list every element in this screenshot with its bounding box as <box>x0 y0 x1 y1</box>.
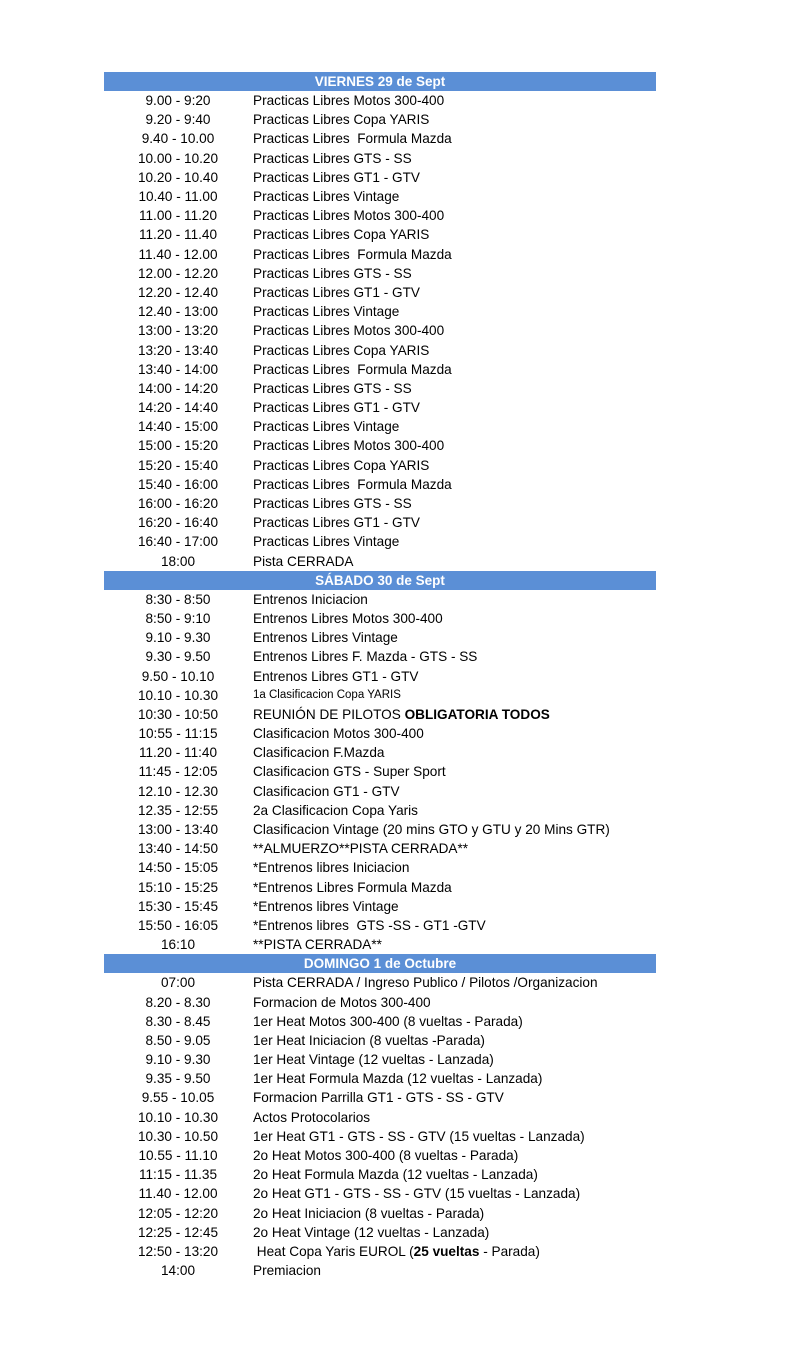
time-slot: 12.10 - 12.30 <box>137 783 219 799</box>
event-text: Clasificacion Vintage (20 mins GTO y GTU y 20 Mins GTR) <box>253 822 610 838</box>
event-description <box>252 496 412 511</box>
event-description <box>252 899 399 914</box>
event-description <box>252 362 452 377</box>
time-slot: 8.20 - 8.30 <box>145 994 211 1010</box>
event-text: Entrenos Iniciacion <box>253 591 368 607</box>
event-text: Clasificacion F.Mazda <box>253 745 385 761</box>
schedule-row <box>104 1108 656 1127</box>
schedule-row <box>104 916 656 935</box>
event-text: Pista CERRADA <box>253 553 354 569</box>
event-text: Heat Copa Yaris EUROL ( <box>253 1243 414 1259</box>
schedule-row <box>104 225 656 244</box>
schedule-row <box>104 321 656 340</box>
event-text: Practicas Libres Vintage <box>253 534 400 550</box>
time-slot: 9.10 - 9.30 <box>145 1052 211 1068</box>
event-text: *Entrenos libres Vintage <box>253 898 399 914</box>
schedule-row <box>104 436 656 455</box>
event-description <box>252 266 412 281</box>
event-text: Entrenos Libres Vintage <box>253 630 398 646</box>
time-slot: 13:00 - 13:20 <box>137 323 219 339</box>
schedule-row <box>104 705 656 724</box>
schedule-row <box>104 762 656 781</box>
event-description <box>252 323 444 338</box>
time-slot: 9.35 - 9.50 <box>145 1071 211 1087</box>
schedule-row <box>104 513 656 532</box>
schedule-row <box>104 245 656 264</box>
event-text: Practicas Libres GTS - SS <box>253 150 412 166</box>
event-text: 1er Heat Motos 300-400 (8 vueltas - Parada) <box>253 1013 523 1029</box>
time-slot: 14:00 <box>160 1263 196 1279</box>
schedule-row <box>104 283 656 302</box>
time-slot: 8:30 - 8:50 <box>145 591 211 607</box>
event-text: Practicas Libres Vintage <box>253 419 400 435</box>
schedule-row <box>104 187 656 206</box>
time-slot: 14:50 - 15:05 <box>137 860 219 876</box>
event-description <box>252 860 409 875</box>
day-header: VIERNES 29 de Sept <box>104 72 656 91</box>
event-text: 2o Heat Vintage (12 vueltas - Lanzada) <box>253 1224 490 1240</box>
event-text: **ALMUERZO**PISTA CERRADA** <box>253 841 469 857</box>
event-text: Practicas Libres Formula Mazda <box>253 246 452 262</box>
schedule-row <box>104 666 656 685</box>
event-text: Practicas Libres Formula Mazda <box>253 361 452 377</box>
event-description <box>252 1148 518 1163</box>
event-description <box>252 1244 540 1259</box>
event-text: Practicas Libres Copa YARIS <box>253 112 430 128</box>
day-header: DOMINGO 1 de Octubre <box>104 954 656 973</box>
event-text: Practicas Libres Vintage <box>253 304 400 320</box>
schedule-row <box>104 1069 656 1088</box>
event-description <box>252 189 399 204</box>
event-text: Pista CERRADA / Ingreso Publico / Pilotos /Organizacion <box>253 975 598 991</box>
schedule-row <box>104 1165 656 1184</box>
schedule-row <box>104 590 656 609</box>
event-description <box>252 764 446 779</box>
time-slot: 15:00 - 15:20 <box>137 438 219 454</box>
event-text: Practicas Libres GTS - SS <box>253 380 412 396</box>
event-text: Practicas Libres GT1 - GTV <box>253 284 420 300</box>
event-description <box>252 689 401 701</box>
time-slot: 9.55 - 10.05 <box>141 1090 215 1106</box>
time-slot: 10.20 - 10.40 <box>137 169 219 185</box>
time-slot: 8.50 - 9.05 <box>145 1032 211 1048</box>
event-description <box>252 611 443 626</box>
schedule-row <box>104 1261 656 1280</box>
event-text: Practicas Libres GT1 - GTV <box>253 400 420 416</box>
schedule-row <box>104 475 656 494</box>
event-description <box>252 649 477 664</box>
schedule-row <box>104 1012 656 1031</box>
event-text: 2o Heat Formula Mazda (12 vueltas - Lanzada) <box>253 1167 538 1183</box>
time-slot: 10.40 - 11.00 <box>138 189 218 205</box>
event-text: Practicas Libres Copa YARIS <box>253 342 430 358</box>
event-description <box>252 93 444 108</box>
schedule-row <box>104 820 656 839</box>
schedule-row <box>104 91 656 110</box>
event-text: Practicas Libres GT1 - GTV <box>253 515 420 531</box>
event-text: Entrenos Libres GT1 - GTV <box>253 668 419 684</box>
event-description <box>252 995 431 1010</box>
schedule-row <box>104 1223 656 1242</box>
time-slot: 11.20 - 11.40 <box>138 227 218 243</box>
event-description <box>252 343 429 358</box>
time-slot: 9.20 - 9:40 <box>145 112 211 128</box>
schedule-row <box>104 1184 656 1203</box>
event-text: 2o Heat Iniciacion (8 vueltas - Parada) <box>253 1205 485 1221</box>
schedule-row <box>104 1088 656 1107</box>
time-slot: 15:10 - 15:25 <box>137 879 219 895</box>
event-text: Clasificacion Motos 300-400 <box>253 726 424 742</box>
time-slot: 12:05 - 12:20 <box>137 1205 219 1221</box>
event-description <box>252 745 384 760</box>
event-description <box>252 438 444 453</box>
event-text: Practicas Libres Copa YARIS <box>253 227 430 243</box>
schedule-row <box>104 129 656 148</box>
event-text: REUNIÓN DE PILOTOS <box>253 706 405 722</box>
time-slot: 11.20 - 11:40 <box>138 745 218 761</box>
time-slot: 11:15 - 11.35 <box>138 1167 218 1183</box>
event-description <box>252 822 610 837</box>
time-slot: 10.10 - 10.30 <box>137 687 219 703</box>
time-slot: 12.20 - 12.40 <box>137 284 219 300</box>
schedule-row <box>104 743 656 762</box>
event-text: Practicas Libres Copa YARIS <box>253 457 430 473</box>
event-text: 1er Heat Formula Mazda (12 vueltas - Lanzada) <box>253 1071 543 1087</box>
event-description <box>252 1110 370 1125</box>
event-description <box>252 285 420 300</box>
event-description <box>252 1014 523 1029</box>
schedule-row <box>104 1242 656 1261</box>
event-description <box>252 170 420 185</box>
event-text: Clasificacion GTS - Super Sport <box>253 764 446 780</box>
time-slot: 12.40 - 13:00 <box>137 304 219 320</box>
schedule-row <box>104 782 656 801</box>
schedule-row <box>104 992 656 1011</box>
event-description <box>252 247 452 262</box>
event-description <box>252 208 444 223</box>
event-text: 2o Heat GT1 - GTS - SS - GTV (15 vueltas - Lanzada) <box>253 1186 581 1202</box>
schedule-row <box>104 417 656 436</box>
schedule-row <box>104 110 656 129</box>
event-text: *Entrenos libres GTS -SS - GT1 -GTV <box>253 917 486 933</box>
time-slot: 10:30 - 10:50 <box>137 706 219 722</box>
schedule-row <box>104 1031 656 1050</box>
schedule-row <box>104 935 656 954</box>
time-slot: 10.55 - 11.10 <box>138 1148 218 1164</box>
time-slot: 14:40 - 15:00 <box>137 419 219 435</box>
schedule-row <box>104 360 656 379</box>
event-text: **PISTA CERRADA** <box>253 937 382 953</box>
schedule-row <box>104 801 656 820</box>
time-slot: 9.00 - 9:20 <box>145 93 211 109</box>
race-schedule <box>104 72 656 1280</box>
time-slot: 12.35 - 12:55 <box>137 802 219 818</box>
time-slot: 07:00 <box>160 975 196 991</box>
event-description <box>252 131 452 146</box>
event-text: Practicas Libres Motos 300-400 <box>253 93 445 109</box>
time-slot: 11.40 - 12.00 <box>138 1186 218 1202</box>
time-slot: 15:50 - 16:05 <box>137 917 219 933</box>
event-text: Entrenos Libres Motos 300-400 <box>253 610 443 626</box>
event-description <box>252 1129 585 1144</box>
time-slot: 16:20 - 16:40 <box>137 515 219 531</box>
event-description <box>252 1033 485 1048</box>
event-description <box>252 784 400 799</box>
time-slot: 13:40 - 14:00 <box>137 361 219 377</box>
event-description <box>252 726 424 741</box>
event-text: 2a Clasificacion Copa Yaris <box>253 802 418 818</box>
time-slot: 13:40 - 14:50 <box>137 841 219 857</box>
time-slot: 9.30 - 9.50 <box>145 649 211 665</box>
event-description <box>252 918 486 933</box>
time-slot: 12:25 - 12:45 <box>137 1224 219 1240</box>
event-description <box>252 880 452 895</box>
schedule-row <box>104 897 656 916</box>
event-text: 1er Heat Iniciacion (8 vueltas -Parada) <box>253 1032 485 1048</box>
event-description <box>252 304 399 319</box>
schedule-row <box>104 1204 656 1223</box>
time-slot: 14:00 - 14:20 <box>137 380 219 396</box>
time-slot: 12:50 - 13:20 <box>137 1243 219 1259</box>
time-slot: 16:10 <box>160 937 196 953</box>
event-text: Formacion de Motos 300-400 <box>253 994 431 1010</box>
event-description <box>252 975 598 990</box>
event-text: 1er Heat Vintage (12 vueltas - Lanzada) <box>253 1052 494 1068</box>
schedule-row <box>104 206 656 225</box>
time-slot: 16:40 - 17:00 <box>137 534 219 550</box>
event-description <box>252 841 468 856</box>
event-text: Practicas Libres GTS - SS <box>253 265 412 281</box>
schedule-row <box>104 302 656 321</box>
time-slot: 9.10 - 9.30 <box>145 630 211 646</box>
event-emphasis: OBLIGATORIA TODOS <box>404 706 550 722</box>
event-description <box>252 1071 542 1086</box>
event-description <box>252 1090 504 1105</box>
event-text: Practicas Libres Formula Mazda <box>253 476 452 492</box>
schedule-row <box>104 149 656 168</box>
time-slot: 15:40 - 16:00 <box>137 476 219 492</box>
time-slot: 16:00 - 16:20 <box>137 496 219 512</box>
schedule-row <box>104 1127 656 1146</box>
schedule-row <box>104 858 656 877</box>
event-description <box>252 381 412 396</box>
time-slot: 15:20 - 15:40 <box>137 457 219 473</box>
event-text: 1er Heat GT1 - GTS - SS - GTV (15 vueltas - Lanzada) <box>253 1128 585 1144</box>
schedule-row <box>104 878 656 897</box>
event-description <box>252 400 420 415</box>
schedule-row <box>104 647 656 666</box>
schedule-row <box>104 379 656 398</box>
schedule-row <box>104 973 656 992</box>
event-description <box>252 669 418 684</box>
time-slot: 11.00 - 11.20 <box>138 208 218 224</box>
event-description <box>252 1206 484 1221</box>
time-slot: 15:30 - 15:45 <box>137 898 219 914</box>
time-slot: 10:55 - 11:15 <box>138 726 218 742</box>
event-description <box>252 227 429 242</box>
event-description <box>252 554 353 569</box>
event-description <box>252 515 420 530</box>
event-text: Practicas Libres Formula Mazda <box>253 131 452 147</box>
event-text: Entrenos Libres F. Mazda - GTS - SS <box>253 649 478 665</box>
time-slot: 10.00 - 10.20 <box>137 150 219 166</box>
time-slot: 8:50 - 9:10 <box>145 610 211 626</box>
schedule-row <box>104 628 656 647</box>
schedule-row <box>104 456 656 475</box>
time-slot: 13:00 - 13:40 <box>137 822 219 838</box>
time-slot: 10.10 - 10.30 <box>137 1109 219 1125</box>
time-slot: 9.50 - 10.10 <box>141 668 215 684</box>
day-header: SÁBADO 30 de Sept <box>104 571 656 590</box>
schedule-row <box>104 609 656 628</box>
event-description <box>252 151 412 166</box>
time-slot: 11.40 - 12.00 <box>138 246 218 262</box>
time-slot: 18:00 <box>160 553 196 569</box>
event-emphasis: 25 vueltas <box>413 1243 480 1259</box>
time-slot: 14:20 - 14:40 <box>137 400 219 416</box>
time-slot: 10.30 - 10.50 <box>137 1128 219 1144</box>
schedule-row <box>104 264 656 283</box>
schedule-row <box>104 839 656 858</box>
event-text-after: - Parada) <box>479 1243 540 1259</box>
time-slot: 9.40 - 10.00 <box>141 131 215 147</box>
schedule-row <box>104 168 656 187</box>
event-description <box>252 707 550 722</box>
event-text: Practicas Libres Motos 300-400 <box>253 208 445 224</box>
event-description <box>252 1225 489 1240</box>
event-description <box>252 458 429 473</box>
event-text: *Entrenos Libres Formula Mazda <box>253 879 452 895</box>
event-text: Formacion Parrilla GT1 - GTS - SS - GTV <box>253 1090 504 1106</box>
time-slot: 11:45 - 12:05 <box>138 764 218 780</box>
event-description <box>252 1052 494 1067</box>
event-description <box>252 592 368 607</box>
schedule-row <box>104 398 656 417</box>
event-description <box>252 630 398 645</box>
schedule-row <box>104 724 656 743</box>
schedule-row <box>104 552 656 571</box>
time-slot: 13:20 - 13:40 <box>137 342 219 358</box>
event-description <box>252 112 429 127</box>
schedule-row <box>104 340 656 359</box>
event-text: Clasificacion GT1 - GTV <box>253 783 400 799</box>
schedule-row <box>104 494 656 513</box>
event-text: Premiacion <box>253 1263 321 1279</box>
event-description <box>252 419 399 434</box>
schedule-row <box>104 686 656 705</box>
event-text: 2o Heat Motos 300-400 (8 vueltas - Parada) <box>253 1148 519 1164</box>
event-description <box>252 534 399 549</box>
event-text: Practicas Libres Vintage <box>253 189 400 205</box>
event-description <box>252 1167 538 1182</box>
event-text: Practicas Libres Motos 300-400 <box>253 438 445 454</box>
event-text: 1a Clasificacion Copa YARIS <box>253 689 401 702</box>
schedule-row <box>104 1146 656 1165</box>
event-description <box>252 477 452 492</box>
event-description <box>252 803 418 818</box>
event-text: Practicas Libres Motos 300-400 <box>253 323 445 339</box>
time-slot: 8.30 - 8.45 <box>145 1013 211 1029</box>
event-description <box>252 1263 321 1278</box>
event-text: Practicas Libres GTS - SS <box>253 496 412 512</box>
event-description <box>252 1186 580 1201</box>
time-slot: 12.00 - 12.20 <box>137 265 219 281</box>
schedule-row <box>104 1050 656 1069</box>
event-description <box>252 937 382 952</box>
schedule-row <box>104 532 656 551</box>
event-text: *Entrenos libres Iniciacion <box>253 860 410 876</box>
event-text: Practicas Libres GT1 - GTV <box>253 169 420 185</box>
event-text: Actos Protocolarios <box>253 1109 371 1125</box>
